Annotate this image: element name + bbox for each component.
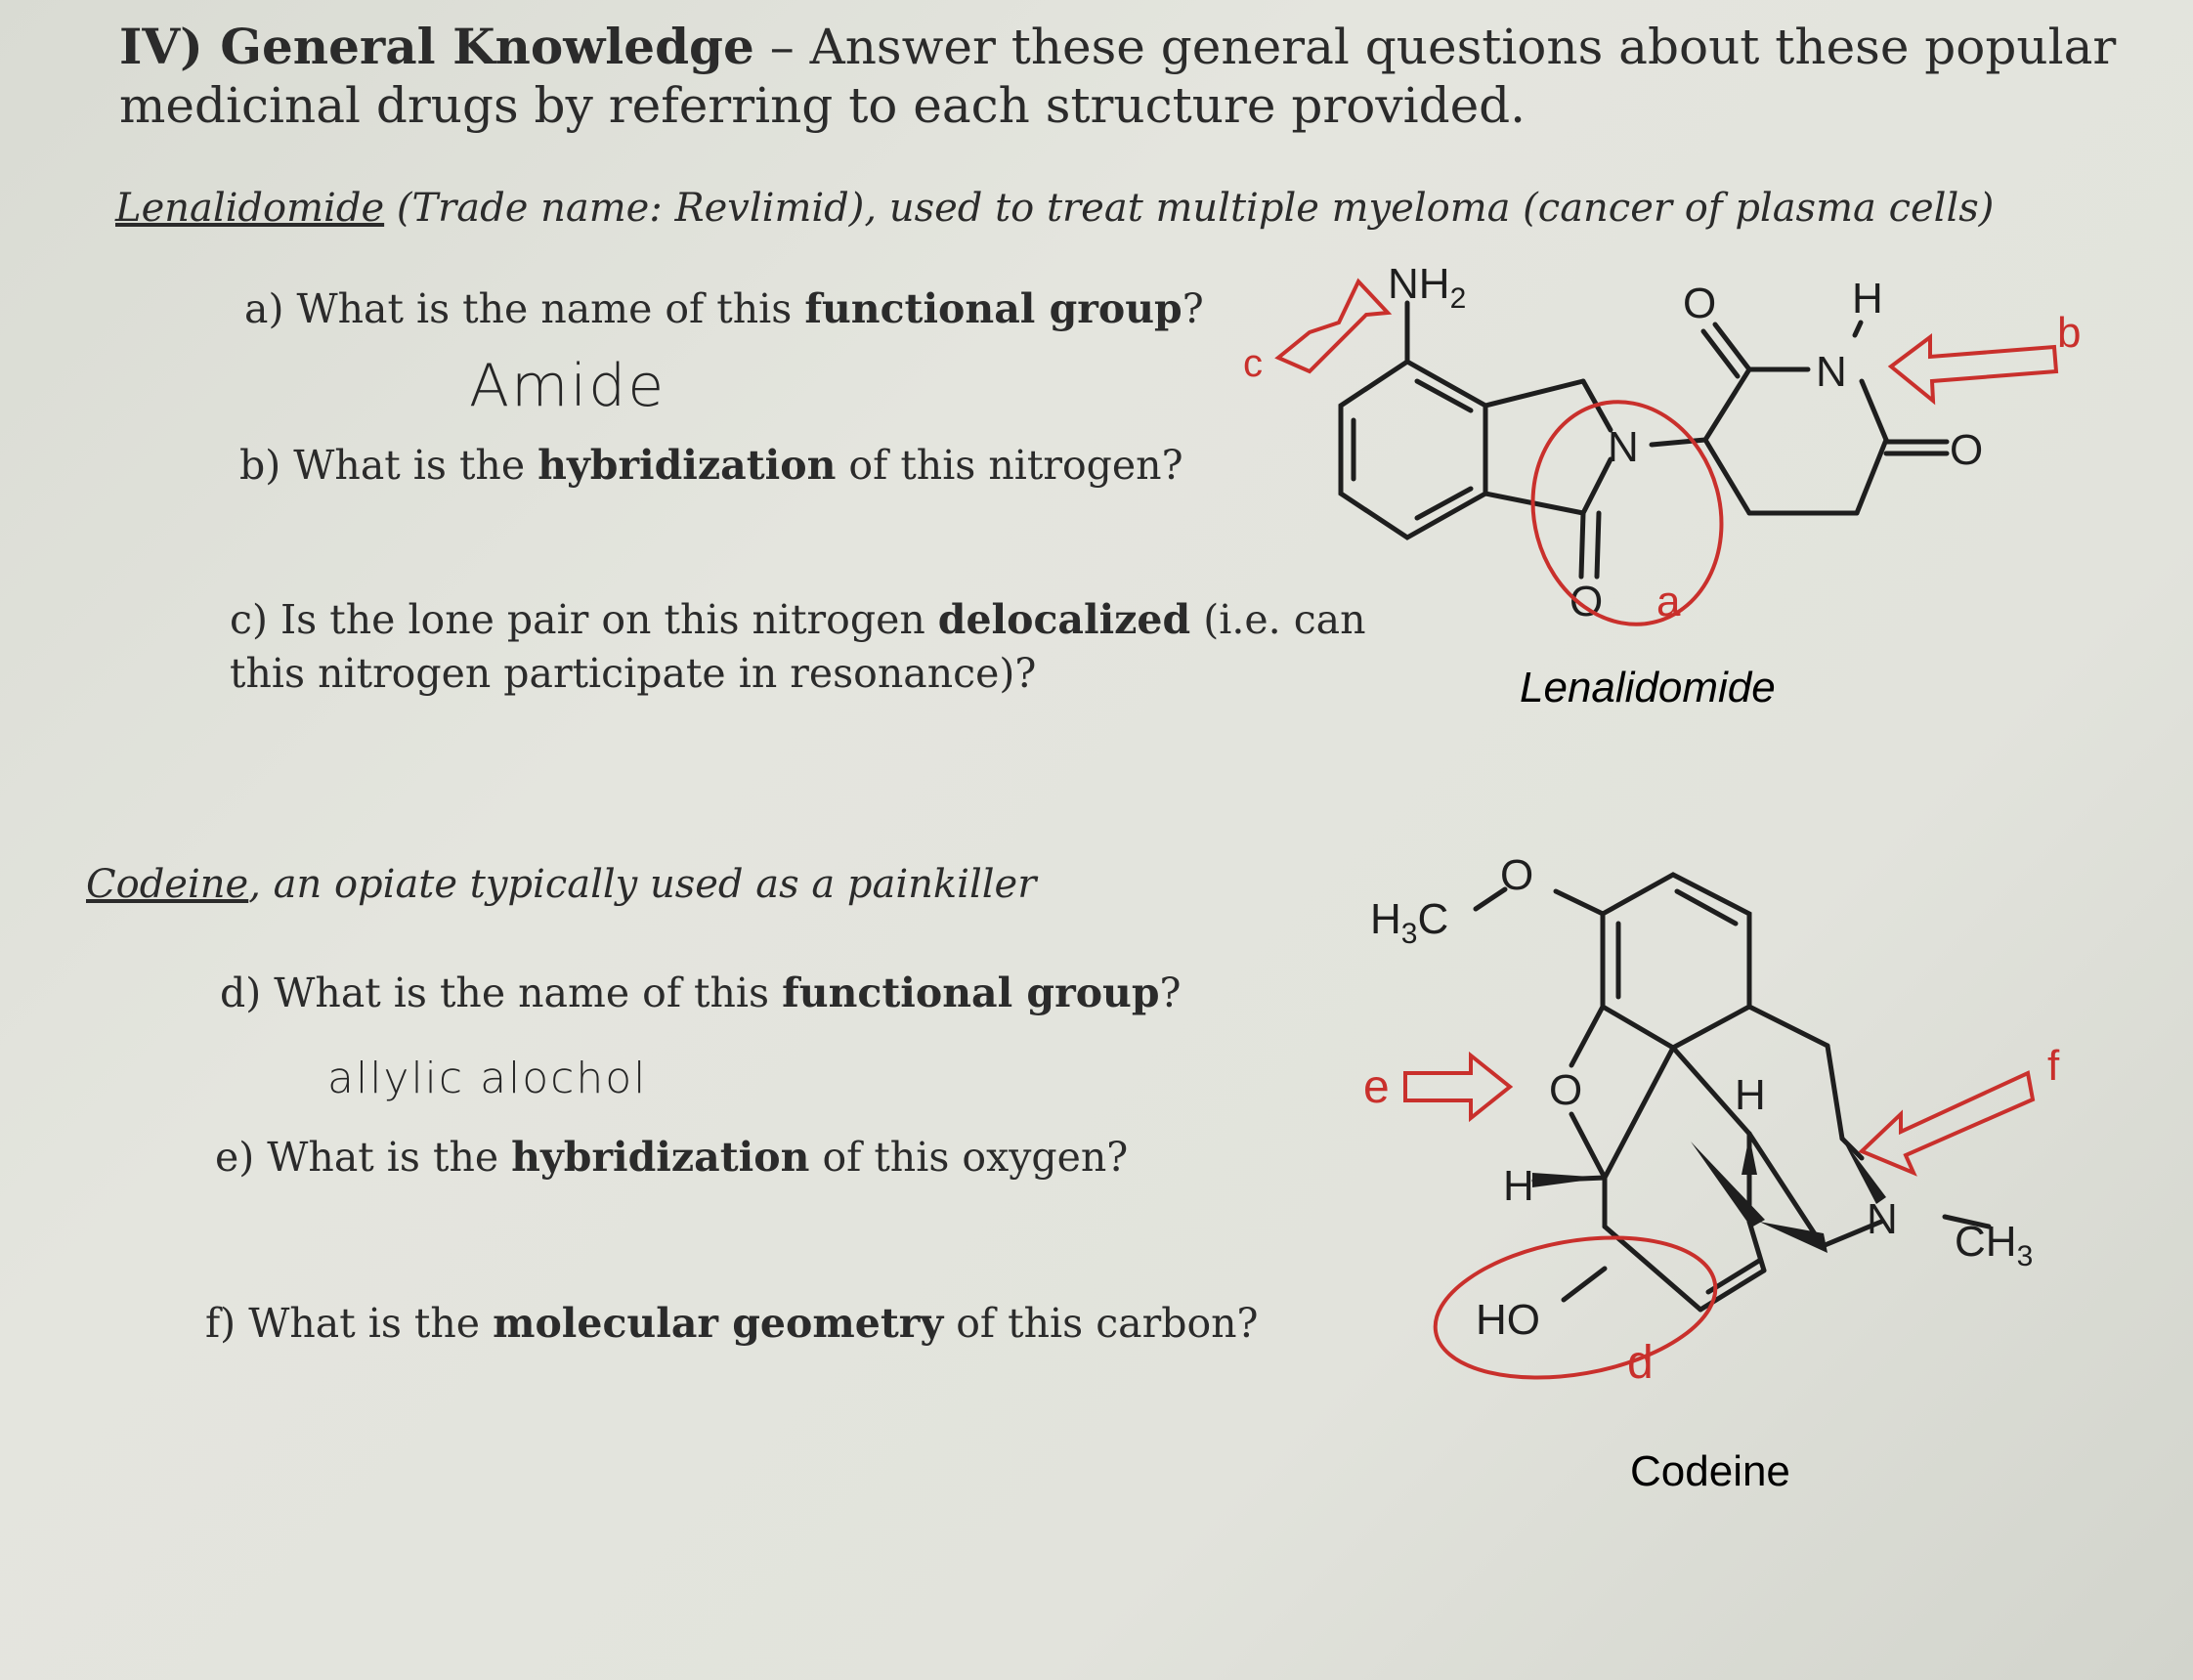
codeine-description: , an opiate typically used as a painkiller: [248, 862, 1037, 907]
section-title-bold: IV) General Knowledge: [119, 18, 754, 75]
arrow-e: [1405, 1055, 1510, 1118]
bridge-hydrogen-label: H: [1735, 1071, 1766, 1119]
section-title-line2: medicinal drugs by referring to each structure provided.: [119, 77, 1526, 134]
marker-d-circle: [1424, 1218, 1726, 1398]
codeine-label: Codeine: [1630, 1447, 1790, 1495]
wedge-bond-1: [1691, 1142, 1765, 1228]
answer-a: Amide: [469, 352, 666, 420]
amine-nitrogen-label: N: [1867, 1195, 1898, 1243]
codeine-drug-name: Codeine: [86, 862, 249, 907]
question-d-text: d) What is the name of this: [220, 969, 783, 1016]
marker-a: a: [1656, 578, 1681, 625]
lenalidomide-drug-name: Lenalidomide: [115, 186, 385, 231]
marker-d: d: [1627, 1337, 1654, 1389]
marker-f: f: [2047, 1042, 2060, 1090]
c-hydrogen-label: H: [1503, 1162, 1534, 1210]
question-a-bold: functional group: [804, 285, 1182, 332]
marker-b: b: [2057, 309, 2082, 357]
oxygen-bottom-label: O: [1570, 578, 1604, 625]
marker-e: e: [1363, 1061, 1390, 1113]
nh-nitrogen-label: N: [1816, 348, 1847, 396]
question-b-bold: hybridization: [538, 442, 837, 489]
nh-hydrogen-label: H: [1852, 275, 1883, 323]
question-b-text: b) What is the: [239, 442, 538, 489]
question-e-suffix: of this oxygen?: [809, 1134, 1129, 1181]
ho-label: HO: [1476, 1296, 1540, 1344]
question-d-bold: functional group: [782, 969, 1160, 1016]
question-f-bold: molecular geometry: [493, 1300, 944, 1347]
lenalidomide-description: (Trade name: Revlimid), used to treat multiple myeloma (cancer of plasma cells): [384, 186, 1995, 231]
ring-nitrogen-label: N: [1608, 423, 1639, 471]
methoxy-oxygen-label: O: [1500, 851, 1534, 899]
question-a-suffix: ?: [1182, 285, 1204, 332]
oxygen-label: O: [1683, 280, 1717, 327]
question-c-suffix: (i.e. can: [1190, 596, 1366, 643]
question-a-text: a) What is the name of this: [244, 285, 805, 332]
question-f-text: f) What is the: [205, 1300, 494, 1347]
question-d-suffix: ?: [1159, 969, 1182, 1016]
lenalidomide-label: Lenalidomide: [1520, 664, 1776, 711]
answer-d: allylic alochol: [327, 1054, 648, 1103]
wedge-bond-2: [1759, 1222, 1828, 1253]
question-c-bold: delocalized: [937, 596, 1191, 643]
question-f-suffix: of this carbon?: [943, 1300, 1259, 1347]
question-c-line2: this nitrogen participate in resonance)?: [230, 650, 1037, 697]
codeine-atom-labels: [1370, 851, 2033, 1344]
question-e-bold: hybridization: [511, 1134, 810, 1181]
ch3-label: $CH_3$: [1955, 1218, 2034, 1272]
ether-oxygen-label: O: [1549, 1066, 1583, 1114]
marker-c: c: [1243, 342, 1263, 385]
question-c-text: c) Is the lone pair on this nitrogen: [230, 596, 938, 643]
oxygen-right-label: O: [1950, 426, 1984, 474]
section-title-rest: – Answer these general questions about these popular: [753, 19, 2117, 75]
question-b-suffix: of this nitrogen?: [836, 442, 1183, 489]
question-e-text: e) What is the: [215, 1134, 512, 1181]
nh2-label: $NH_2$: [1388, 260, 1467, 315]
h3c-label: $H_3C$: [1370, 895, 1449, 950]
arrow-f: [1862, 1073, 2033, 1173]
